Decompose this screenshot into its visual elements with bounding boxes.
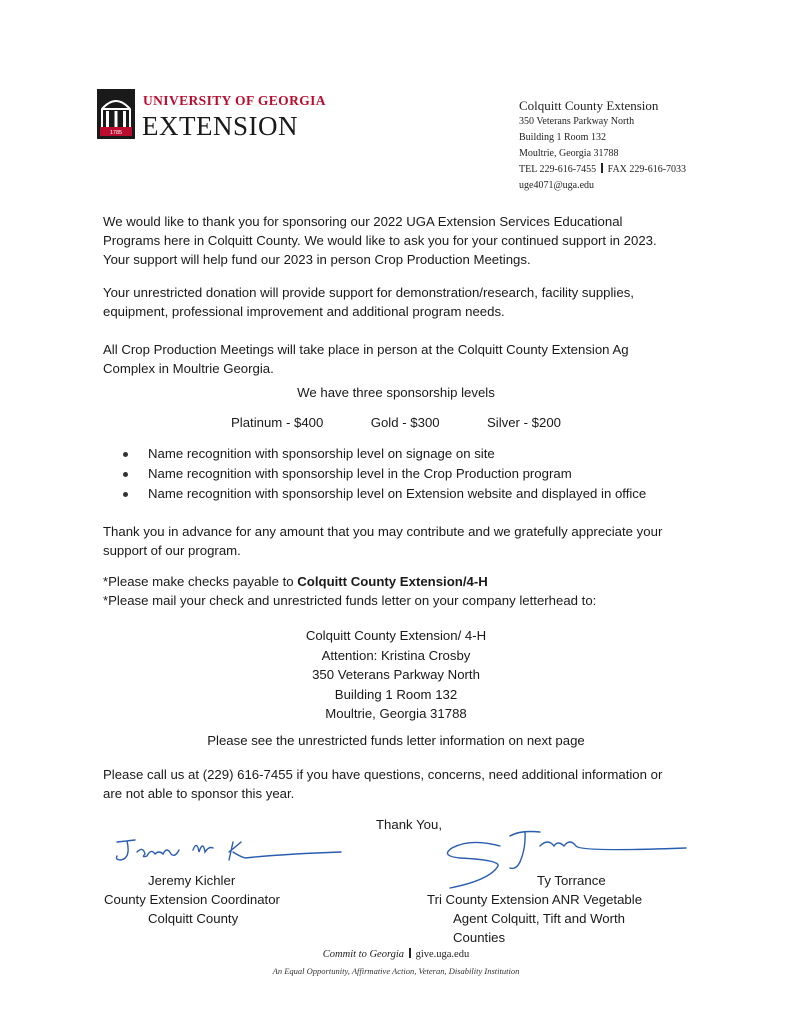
address-phone-fax	[519, 162, 686, 178]
sponsorship-levels	[0, 415, 792, 430]
closing: Thank You,	[376, 817, 442, 832]
list-item: Name recognition with sponsorship level on Extension website and displayed in office	[123, 484, 646, 504]
level-platinum: Platinum - $400	[230, 415, 324, 430]
signatory-title-cont: Agent Colquitt, Tift and Worth	[453, 911, 626, 926]
address-building: Building 1 Room 132	[519, 132, 606, 143]
seal-year: 1785	[109, 130, 123, 136]
checks-prefix: *Please make checks payable to	[103, 574, 298, 589]
mailing-address: Colquitt County Extension/ 4-H Attention: Kristina Crosby 350 Veterans Parkway North Building 1 Room 132 Moultrie, Georgia 31788	[305, 628, 487, 721]
signatory-county: Colquitt County	[148, 911, 239, 926]
address-email: uge4071@uga.edu	[519, 180, 595, 191]
signatory-title: County Extension Coordinator	[104, 892, 280, 907]
signatory-name: Jeremy Kichler	[148, 873, 236, 888]
checks-payee: Colquitt County Extension/4-H	[297, 574, 488, 589]
footer-eeo-statement: An Equal Opportunity, Affirmative Action, Veteran, Disability Institution	[272, 966, 520, 976]
logo-extension-wordmark: EXTENSION	[142, 111, 298, 141]
meetings-paragraph: All Crop Production Meetings will take place in person at the Colquitt County Extension Ag Complex in Moultrie Georgia.	[103, 342, 629, 376]
bullet-icon	[123, 492, 128, 497]
levels-intro: We have three sponsorship levels	[297, 385, 495, 400]
signatory-title-end: Counties	[453, 930, 506, 945]
letterhead-address	[519, 98, 686, 194]
footer-commit	[0, 948, 792, 960]
mail-instruction: *Please mail your check and unrestricted funds letter on your company letterhead to:	[103, 593, 597, 608]
intro-paragraph: We would like to thank you for sponsoring our 2022 UGA Extension Services Educational Programs here in Colquitt County. We would like to ask you for your continued support in 2023. Your support will help fund our 2023 in person Crop Production Meetings.	[103, 214, 657, 267]
address-fax: FAX 229-616-7033	[607, 164, 687, 175]
signature-jeremy-kichler	[113, 832, 343, 872]
bullet-icon	[123, 472, 128, 477]
level-gold: Gold - $300	[370, 415, 440, 430]
bullet-icon	[123, 452, 128, 457]
donation-paragraph: Your unrestricted donation will provide support for demonstration/research, facility supplies, equipment, professional improvement and additional program needs.	[103, 285, 634, 319]
benefits-list	[123, 444, 646, 504]
thanks-paragraph: Thank you in advance for any amount that you may contribute and we gratefully appreciate your support of our program.	[103, 524, 663, 558]
right-signatory-block	[427, 871, 642, 947]
signatory-name: Ty Torrance	[537, 873, 606, 888]
list-item: Name recognition with sponsorship level in the Crop Production program	[123, 464, 646, 484]
footer-site: give.uga.edu	[415, 949, 470, 960]
list-item: Name recognition with sponsorship level on signage on site	[123, 444, 646, 464]
separator-bar	[601, 163, 603, 173]
signatory-title: Tri County Extension ANR Vegetable	[427, 892, 643, 907]
address-tel: TEL 229-616-7455	[519, 164, 597, 175]
level-silver: Silver - $200	[486, 415, 562, 430]
address-city: Moultrie, Georgia 31788	[519, 148, 619, 159]
uga-arch-logo-icon	[97, 89, 135, 139]
see-next-page-note: Please see the unrestricted funds letter information on next page	[207, 733, 585, 748]
logo-university-name: UNIVERSITY OF GEORGIA	[143, 93, 326, 108]
address-street: 350 Veterans Parkway North	[519, 116, 635, 127]
address-org: Colquitt County Extension	[519, 98, 659, 113]
contact-paragraph: Please call us at (229) 616-7455 if you have questions, concerns, need additional information or are not able to sponsor this year.	[103, 767, 663, 801]
separator-bar	[409, 948, 411, 958]
left-signatory-block	[104, 871, 280, 928]
footer-commit-text: Commit to Georgia	[322, 949, 405, 960]
payment-instructions	[103, 572, 723, 610]
